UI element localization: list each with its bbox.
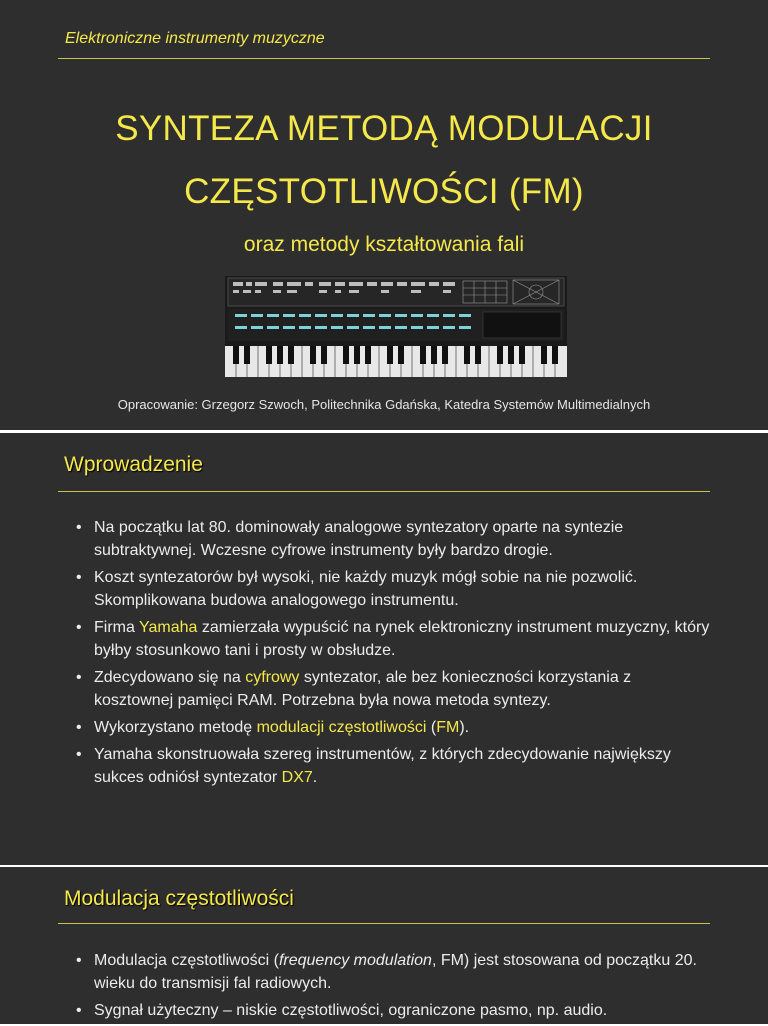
author-credit: Opracowanie: Grzegorz Szwoch, Politechnika Gdańska, Katedra Systemów Multimedialnych	[117, 397, 651, 412]
slide-title-line2: CZĘSTOTLIWOŚCI (FM)	[184, 172, 584, 211]
title-rule	[58, 923, 710, 924]
bullet-dot-icon: •	[76, 1002, 82, 1019]
bullet-list	[72, 949, 712, 1026]
bullet-dot-icon: •	[76, 519, 82, 536]
bullet-list	[72, 516, 712, 793]
header-rule	[58, 58, 710, 59]
slide-subtitle: oraz metody kształtowania fali	[243, 233, 525, 256]
list-item: • Sygnał użyteczny – niskie częstotliwości, ograniczone pasmo, np. audio.	[72, 999, 712, 1022]
intro-slide	[0, 433, 768, 865]
bullet-dot-icon: •	[76, 746, 82, 763]
fm-slide	[0, 867, 768, 1024]
title-slide	[0, 0, 768, 430]
slide-title-line1: SYNTEZA METODĄ MODULACJI	[115, 109, 653, 148]
synthesizer-image	[225, 276, 567, 377]
bullet-dot-icon: •	[76, 619, 82, 636]
section-title: Wprowadzenie	[64, 453, 203, 476]
list-item: • Na początku lat 80. dominowały analogowe syntezatory oparte na syntezie subtraktywnej. Wczesne cyfrowe instrumenty były bardzo drogie.	[72, 516, 712, 562]
section-title: Modulacja częstotliwości	[64, 887, 294, 910]
highlight-text: Yamaha	[139, 619, 198, 636]
list-item: • Zdecydowano się na cyfrowy syntezator, ale bez konieczności korzystania z kosztownej pamięci RAM. Potrzebna była nowa metoda syntezy.	[72, 666, 712, 712]
italic-term: frequency modulation	[278, 952, 432, 969]
list-item: • Firma Yamaha zamierzała wypuścić na rynek elektroniczny instrument muzyczny, który byłby stosunkowo tani i prosty w obsłudze.	[72, 616, 712, 662]
list-item: • Wykorzystano metodę modulacji częstotliwości (FM).	[72, 716, 712, 739]
slide-header: Elektroniczne instrumenty muzyczne	[65, 30, 325, 47]
highlight-text: DX7	[281, 769, 313, 786]
bullet-dot-icon: •	[76, 569, 82, 586]
list-item: • Modulacja częstotliwości (frequency modulation, FM) jest stosowana od początku 20. wieku do transmisji fal radiowych.	[72, 949, 712, 995]
bullet-dot-icon: •	[76, 719, 82, 736]
list-item: • Yamaha skonstruowała szereg instrumentów, z których zdecydowanie największy sukces odniósł syntezator DX7.	[72, 743, 712, 789]
highlight-text: FM	[436, 719, 460, 736]
list-item: • Koszt syntezatorów był wysoki, nie każdy muzyk mógł sobie na nie pozwolić. Skomplikowana budowa analogowego instrumentu.	[72, 566, 712, 612]
highlight-text: modulacji częstotliwości	[256, 719, 427, 736]
highlight-text: cyfrowy	[245, 669, 300, 686]
title-rule	[58, 491, 710, 492]
bullet-dot-icon: •	[76, 952, 82, 969]
bullet-dot-icon: •	[76, 669, 82, 686]
